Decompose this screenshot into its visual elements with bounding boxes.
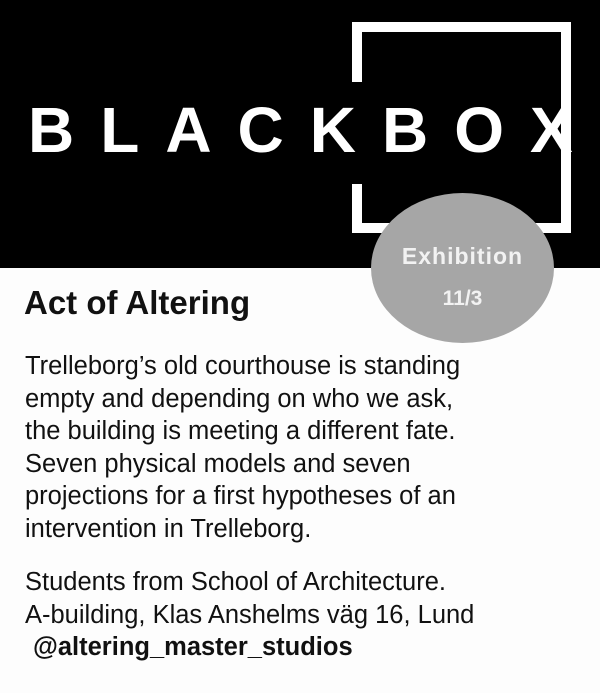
address-text: A-building, Klas Anshelms väg 16, Lund [25,600,475,629]
description [25,350,595,545]
badge-date: 11/3 [442,287,483,310]
blackbox-logo: BLACKBOX [28,94,599,166]
exhibition-badge [371,193,554,343]
description-line: Trelleborg’s old courthouse is standing [25,352,461,380]
badge-label: Exhibition [401,243,524,269]
description-line: projections for a first hypotheses of an [25,482,456,510]
description-line: Seven physical models and seven [25,449,411,478]
info-block [25,566,474,664]
description-line: empty and depending on who we ask, [25,384,454,413]
exhibition-title: Act of Altering [24,284,251,321]
description-line: the building is meeting a different fate. [25,417,456,445]
social-handle: @altering_master_studios [33,633,353,661]
description-line: intervention in Trelleborg. [25,514,312,543]
students-text: Students from School of Architecture. [25,568,446,596]
